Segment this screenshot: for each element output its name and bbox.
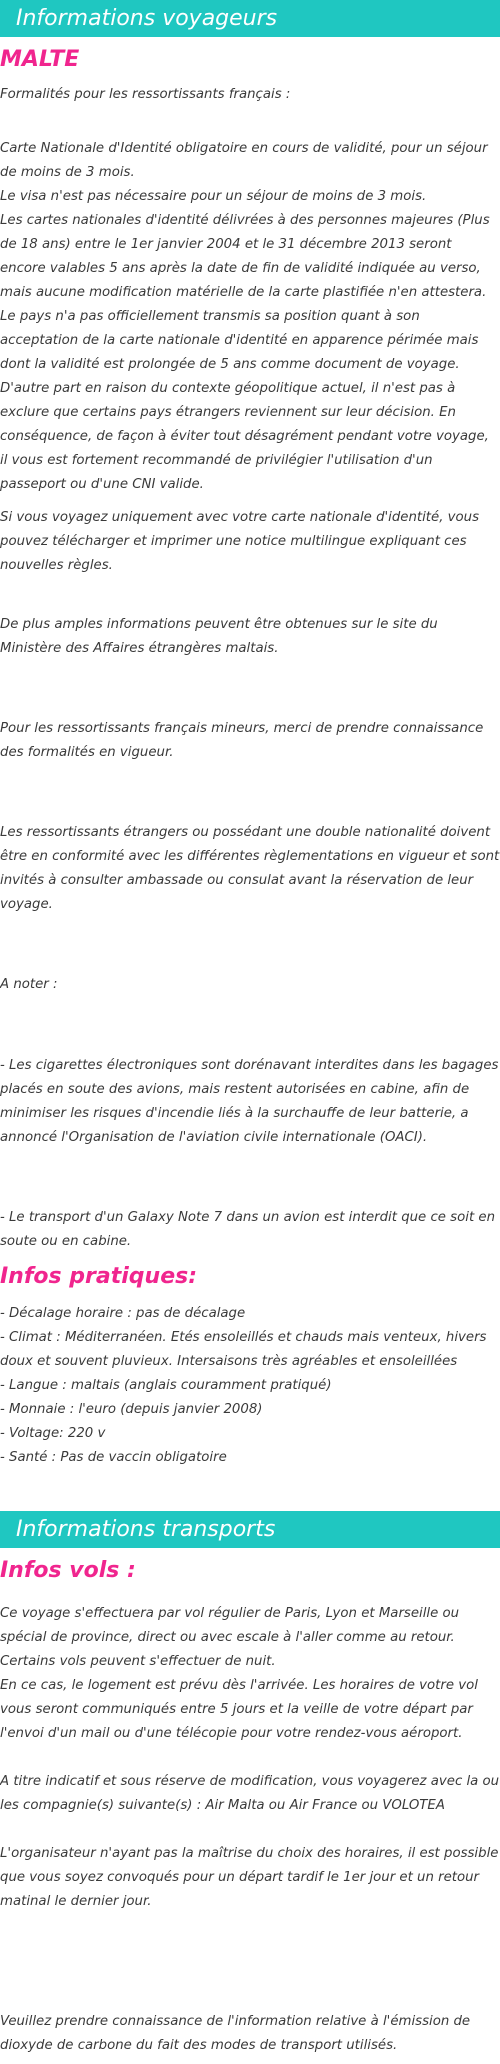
formalites-cni-position: Le pays n'a pas officiellement transmis sa position quant à son acceptation de la carte nationale d'identité en apparence périmée mais dont la validité est prolongée de 5 ans comme document de voyage. D'autre part en raison du contexte géopolitique actuel, il n'est pas à exclure que certains pays étrangers reviennent sur leur décision. En conséquence, de façon à éviter tout désagrément pendant votre voyage, il vous est fortement recommandé de privilégier l'utilisation d'un passeport ou d'une CNI valide. [0,309,489,492]
notice-cni-text: Si vous voyagez uniquement avec votre carte nationale d'identité, vous pouvez télécharger et imprimer une notice multilingue expliquant ces nouvelles règles. [0,510,480,573]
formalites-cni: Carte Nationale d'Identité obligatoire en cours de validité, pour un séjour de moins de 3 mois. [0,141,488,180]
info-voltage: - Voltage: 220 v [0,1426,106,1441]
info-sante: - Santé : Pas de vaccin obligatoire [0,1450,227,1465]
co2-text: Veuillez prendre connaissance de l'information relative à l'émission de dioxyde de carbone du fait des modes de transport utilisés. [0,2014,471,2053]
infos-pratiques-title: Infos pratiques: [0,1264,198,1289]
infos-vols-title: Infos vols : [0,1558,136,1583]
a-noter-label: A noter : [0,977,58,992]
info-decalage: - Décalage horaire : pas de décalage [0,1306,246,1321]
section-banner-voyageurs: Informations voyageurs [0,0,500,37]
vols-horaires: En ce cas, le logement est prévu dès l'arrivée. Les horaires de votre vol vous seront communiqués entre 5 jours et la veille de votre départ par l'envoi d'un mail ou d'une télécopie pour votre rendez-vous aéroport. [0,1678,478,1741]
compagnies-text: A titre indicatif et sous réserve de modification, vous voyagerez avec la ou les compagnie(s) suivante(s) : Air Malta ou Air France ou VOLOTEA [0,1774,500,1813]
info-monnaie: - Monnaie : l'euro (depuis janvier 2008) [0,1402,263,1417]
info-langue: - Langue : maltais (anglais couramment pratiqué) [0,1378,332,1393]
info-climat: - Climat : Méditerranéen. Etés ensoleillés et chauds mais venteux, hivers doux et souvent pluvieux. Intersaisons très agréables et ensoleillées [0,1330,487,1369]
galaxy-text: - Le transport d'un Galaxy Note 7 dans un avion est interdit que ce soit en soute ou en cabine. [0,1210,495,1249]
ministere-text: De plus amples informations peuvent être obtenues sur le site du Ministère des Affaires étrangères maltais. [0,617,438,656]
country-title: MALTE [0,47,80,72]
formalites-cni-validite: Les cartes nationales d'identité délivrées à des personnes majeures (Plus de 18 ans) entre le 1er janvier 2004 et le 31 décembre 2013 seront encore valables 5 ans après la date de fin de validité indiquée au verso, mais aucune modification matérielle de la carte plastifiée n'en attestera. [0,213,490,300]
horaires-organisateur-text: L'organisateur n'ayant pas la maîtrise du choix des horaires, il est possible que vous soyez convoqués pour un départ tardif le 1er jour et un retour matinal le dernier jour. [0,1846,499,1909]
formalites-visa: Le visa n'est pas nécessaire pour un séjour de moins de 3 mois. [0,189,427,204]
etrangers-text: Les ressortissants étrangers ou possédant une double nationalité doivent être en conformité avec les différentes règlementations en vigueur et sont invités à consulter ambassade ou consulat avant la réservation de leur voyage. [0,825,500,912]
mineurs-text: Pour les ressortissants français mineurs, merci de prendre connaissance des formalités en vigueur. [0,721,484,760]
formalites-intro: Formalités pour les ressortissants français : [0,87,291,102]
vols-paragraph: Ce voyage s'effectuera par vol régulier de Paris, Lyon et Marseille ou spécial de province, direct ou avec escale à l'aller comme au retour. Certains vols peuvent s'effectuer de nuit. [0,1606,460,1669]
cigarettes-text: - Les cigarettes électroniques sont dorénavant interdites dans les bagages placés en soute des avions, mais restent autorisées en cabine, afin de minimiser les risques d'incendie liés à la surchauffe de leur batterie, a annoncé l'Organisation de l'aviation civile internationale (OACI). [0,1058,499,1145]
section-banner-transports: Informations transports [0,1511,500,1548]
